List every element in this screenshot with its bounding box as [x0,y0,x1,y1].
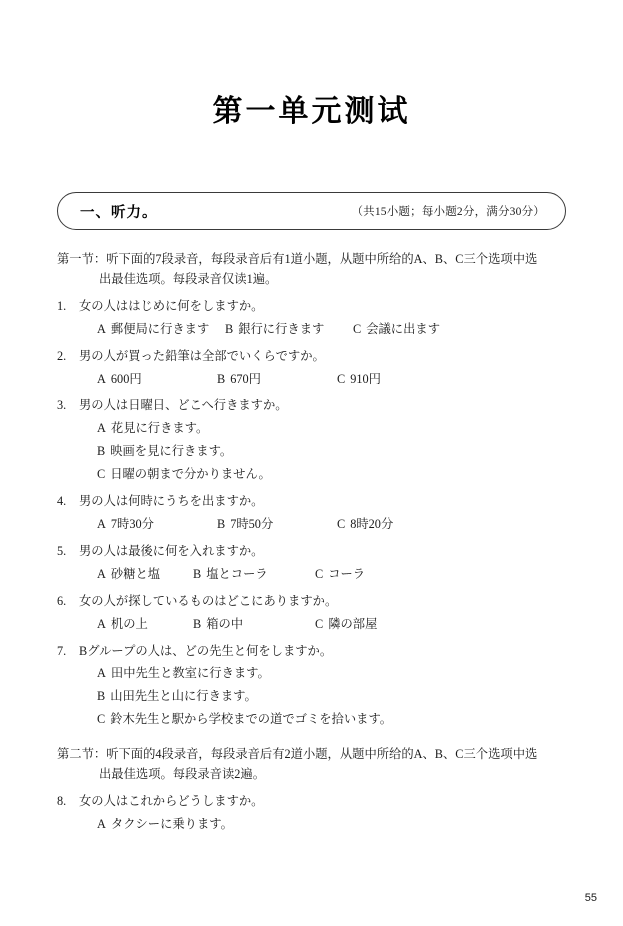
option-a[interactable] [97,320,225,340]
option-a[interactable] [97,615,193,635]
option-c[interactable] [97,465,566,485]
option-b[interactable] [97,687,566,707]
question-item [57,297,566,340]
option-b-label: B [97,689,106,704]
option-c-text: 910円 [350,371,381,386]
question-number: 8. [57,793,67,808]
option-c-label: C [315,616,324,631]
part-2-instruction-line-1 [57,745,566,765]
option-a-label: A [97,616,106,631]
option-b[interactable] [217,370,337,390]
option-b-label: B [217,516,226,531]
option-a[interactable] [97,515,217,535]
question-number: 4. [57,494,67,509]
option-c-label: C [97,712,106,727]
question-number: 7. [57,643,67,658]
option-b[interactable] [193,565,315,585]
option-b-label: B [217,371,226,386]
option-stack [79,664,566,730]
option-a-text: 机の上 [110,616,148,631]
question-item [57,792,566,835]
section-heading: 一、听力。 [80,204,158,221]
option-a-label: A [97,816,106,831]
question-item [57,542,566,585]
question-number: 5. [57,543,67,558]
option-c[interactable] [315,615,377,635]
question-number: 2. [57,348,67,363]
option-c-text: 8時20分 [350,516,394,531]
part-1-instruction-line-1 [57,250,566,270]
option-c-label: C [337,516,346,531]
option-a[interactable] [97,664,566,684]
option-a-label: A [97,371,106,386]
question-item [57,347,566,390]
question-number: 6. [57,593,67,608]
question-number: 3. [57,398,67,413]
option-a[interactable] [97,565,193,585]
part-2-instruction-text-1: 听下面的4段录音，每段录音后有2道小题，从题中所给的A、B、C三个选项中选 [106,747,538,762]
option-b-text: 山田先生と山に行きます。 [110,689,257,704]
part-2-instruction-line-2: 出最佳选项。每段录音读2遍。 [99,767,266,782]
option-c-label: C [97,467,106,482]
option-b[interactable] [97,442,566,462]
option-b-label: B [225,321,234,336]
option-a-text: 田中先生と教室に行きます。 [110,666,270,681]
option-stack [79,419,566,485]
option-c[interactable] [353,320,440,340]
part-1-instruction [57,250,566,290]
option-b-label: B [193,616,202,631]
option-b-label: B [193,566,202,581]
option-b-text: 7時50分 [230,516,274,531]
option-c-label: C [315,566,324,581]
option-row [79,615,566,635]
option-c-label: C [337,371,346,386]
option-c[interactable] [337,370,381,390]
document-content [57,250,566,835]
page-title: 第一单元测试 [212,95,411,128]
document-page [0,86,623,926]
option-b-text: 670円 [230,371,261,386]
option-a[interactable] [97,419,566,439]
question-item [57,642,566,731]
section-score-note: （共15小题；每小题2分，满分30分） [351,206,545,218]
option-a-label: A [97,321,106,336]
option-c[interactable] [97,710,566,730]
option-row [79,515,566,535]
option-b[interactable] [193,615,315,635]
part-1-label: 第一节： [57,252,107,266]
option-b[interactable] [225,320,353,340]
question-text: 女の人ははじめに何をしますか。 [79,298,264,313]
question-text: 女の人が探しているものはどこにありますか。 [79,593,338,608]
option-c-text: 隣の部屋 [328,616,378,631]
part-1-instruction-line-2: 出最佳选项。每段录音仅读1遍。 [99,271,278,286]
option-b-text: 箱の中 [206,616,244,631]
option-a-label: A [97,666,106,681]
question-text: 女の人はこれからどうしますか。 [79,793,264,808]
option-b-text: 映画を見に行きます。 [110,444,233,459]
part-2-label: 第二节： [57,747,107,762]
question-item [57,396,566,485]
part-2-instruction [57,745,566,785]
option-b-text: 塩とコーラ [206,566,268,581]
option-a-text: タクシーに乗ります。 [110,816,233,831]
option-c-text: 鈴木先生と駅から学校までの道でゴミを拾います。 [110,712,393,727]
question-item [57,492,566,535]
question-text: 男の人が買った鉛筆は全部でいくらですか。 [79,348,325,363]
option-a-text: 花見に行きます。 [110,421,209,436]
option-c-text: 会議に出ます [366,321,440,336]
option-row [79,370,566,390]
option-c-text: コーラ [328,566,366,581]
page-number: 55 [584,892,597,904]
question-text: 男の人は何時にうちを出ますか。 [79,494,264,509]
option-a-text: 7時30分 [110,516,154,531]
part-1-instruction-text-1: 听下面的7段录音，每段录音后有1道小题，从题中所给的A、B、C三个选项中选 [106,252,538,266]
option-a[interactable] [97,815,566,835]
option-row [79,320,566,340]
option-c-text: 日曜の朝まで分かりません。 [110,467,271,482]
option-a-label: A [97,566,106,581]
option-b-text: 銀行に行きます [238,321,325,336]
option-a-label: A [97,421,106,436]
option-a-text: 600円 [110,371,142,386]
question-item [57,592,566,635]
option-row [79,565,566,585]
option-a-text: 砂糖と塩 [110,566,161,581]
option-c[interactable] [337,515,393,535]
question-text: 男の人は最後に何を入れますか。 [79,543,264,558]
option-b-label: B [97,444,106,459]
option-a-text: 郵便局に行きます [110,321,210,336]
option-a[interactable] [97,370,217,390]
option-stack [79,815,566,835]
section-header-bar [57,192,566,230]
question-number: 1. [57,298,67,313]
question-text: Bグループの人は、どの先生と何をしますか。 [79,643,333,658]
option-c-label: C [353,321,362,336]
option-c[interactable] [315,565,365,585]
question-text: 男の人は日曜日、どこへ行きますか。 [79,398,288,413]
option-a-label: A [97,516,106,531]
option-b[interactable] [217,515,337,535]
